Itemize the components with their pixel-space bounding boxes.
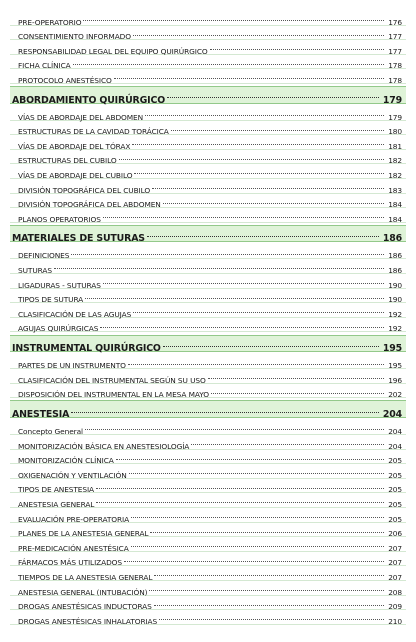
dot-leader — [210, 384, 386, 398]
page-number: 205 — [388, 485, 402, 495]
toc-entry[interactable] — [10, 523, 406, 538]
entry-title: AGUJAS QUIRÚRGICAS — [18, 324, 99, 334]
dot-leader — [151, 179, 386, 193]
page-number: 204 — [382, 408, 402, 420]
toc-entry[interactable] — [10, 508, 406, 523]
toc-entry[interactable] — [10, 493, 406, 508]
page-number: 184 — [388, 214, 402, 224]
entry-title: LIGADURAS - SUTURAS — [18, 280, 101, 290]
entry-title: DROGAS ANESTÉSICAS INDUCTORAS — [18, 602, 152, 612]
toc-entry[interactable] — [10, 121, 406, 136]
entry-title: EVALUACIÓN PRE-OPERATORIA — [18, 514, 130, 524]
toc-entry[interactable] — [10, 318, 406, 333]
toc-entry[interactable] — [10, 464, 406, 479]
dot-leader — [131, 135, 386, 149]
toc-entry[interactable] — [10, 26, 406, 41]
dot-leader — [70, 245, 386, 259]
page-number: 186 — [388, 251, 402, 261]
table-of-contents — [10, 11, 406, 625]
entry-title: TIPOS DE ANESTESIA — [18, 485, 94, 495]
toc-section-heading[interactable] — [10, 225, 406, 243]
page-number: 182 — [388, 171, 402, 181]
toc-entry[interactable] — [10, 289, 406, 304]
entry-title: MONITORIZACIÓN CLÍNICA — [18, 456, 114, 466]
entry-title: SUTURAS — [18, 266, 52, 276]
dot-leader — [207, 369, 386, 383]
page-number: 182 — [388, 156, 402, 166]
dot-leader — [170, 121, 386, 135]
toc-entry[interactable] — [10, 55, 406, 70]
entry-title: ESTRUCTURAS DE LA CAVIDAD TORÁCICA — [18, 127, 169, 137]
section-title: ABORDAMIENTO QUIRÚRGICO — [12, 94, 166, 106]
page-number: 190 — [388, 280, 402, 290]
dot-leader — [72, 55, 387, 69]
toc-entry[interactable] — [10, 274, 406, 289]
page-number: 210 — [388, 616, 402, 626]
toc-entry[interactable] — [10, 245, 406, 260]
page-number: 202 — [388, 390, 402, 400]
entry-title: OXIGENACIÓN Y VENTILACIÓN — [18, 470, 127, 480]
entry-title: CONSENTIMIENTO INFORMADO — [18, 32, 131, 42]
entry-title: MONITORIZACIÓN BÁSICA EN ANESTESIOLOGÍA — [18, 441, 190, 451]
dot-leader — [99, 318, 386, 332]
page-number: 183 — [388, 185, 402, 195]
dot-leader — [130, 508, 386, 522]
dot-leader — [95, 493, 386, 507]
dot-leader — [84, 289, 386, 303]
toc-entry[interactable] — [10, 581, 406, 596]
dot-leader — [133, 164, 386, 178]
toc-entry[interactable] — [10, 384, 406, 399]
dot-leader — [53, 259, 386, 273]
dot-leader — [162, 336, 381, 352]
page-number: 205 — [388, 470, 402, 480]
toc-entry[interactable] — [10, 259, 406, 274]
toc-entry[interactable] — [10, 610, 406, 625]
page-number: 186 — [388, 266, 402, 276]
dot-leader — [123, 552, 386, 566]
page-number: 192 — [388, 309, 402, 319]
page-number: 205 — [388, 499, 402, 509]
page-number: 196 — [388, 375, 402, 385]
page-number: 192 — [388, 324, 402, 334]
page-number: 208 — [388, 587, 402, 597]
page-number: 180 — [388, 127, 402, 137]
dot-leader — [148, 581, 386, 595]
entry-title: DISPOSICIÓN DEL INSTRUMENTAL EN LA MESA MAYO — [18, 390, 209, 400]
section-title: MATERIALES DE SUTURAS — [12, 233, 145, 245]
page-number: 207 — [388, 558, 402, 568]
toc-entry[interactable] — [10, 420, 406, 435]
entry-title: FICHA CLÍNICA — [18, 61, 71, 71]
toc-entry[interactable] — [10, 537, 406, 552]
entry-title: CLASIFICACIÓN DE LAS AGUJAS — [18, 309, 132, 319]
dot-leader — [153, 566, 386, 580]
page-number: 179 — [382, 94, 402, 106]
dot-leader — [84, 420, 386, 434]
dot-leader — [132, 26, 386, 40]
entry-title: DIVISIÓN TOPOGRÁFICA DEL ABDOMEN — [18, 200, 161, 210]
toc-entry[interactable] — [10, 596, 406, 611]
entry-title: TIPOS DE SUTURA — [18, 295, 84, 305]
dot-leader — [144, 106, 386, 120]
entry-title: DEFINICIONES — [18, 251, 70, 261]
section-title: INSTRUMENTAL QUIRÚRGICO — [12, 343, 161, 355]
toc-section-heading[interactable] — [10, 86, 406, 104]
dot-leader — [190, 435, 386, 449]
dot-leader — [95, 479, 386, 493]
page-number: 186 — [382, 233, 402, 245]
toc-entry[interactable] — [10, 164, 406, 179]
page-number: 205 — [388, 456, 402, 466]
page-number: 179 — [388, 112, 402, 122]
page-number: 204 — [388, 426, 402, 436]
page-number: 206 — [388, 529, 402, 539]
dot-leader — [115, 450, 386, 464]
dot-leader — [158, 610, 386, 624]
dot-leader — [82, 11, 386, 25]
entry-title: PLANOS OPERATORIOS — [18, 214, 101, 224]
dot-leader — [102, 208, 386, 222]
entry-title: FÁRMACOS MÁS UTILIZADOS — [18, 558, 122, 568]
entry-title: PLANES DE LA ANESTESIA GENERAL — [18, 529, 149, 539]
dot-leader — [149, 523, 386, 537]
page-number: 190 — [388, 295, 402, 305]
toc-entry[interactable] — [10, 40, 406, 55]
dot-leader — [162, 194, 386, 208]
entry-title: TIEMPOS DE LA ANESTESIA GENERAL — [18, 572, 153, 582]
dot-leader — [209, 40, 387, 54]
entry-title: ANESTESIA GENERAL — [18, 499, 95, 509]
dot-leader — [146, 226, 381, 242]
toc-entry[interactable] — [10, 435, 406, 450]
page-number: 204 — [388, 441, 402, 451]
toc-entry[interactable] — [10, 369, 406, 384]
toc-entry[interactable] — [10, 208, 406, 223]
toc-section-heading[interactable] — [10, 400, 406, 418]
dot-leader — [102, 274, 386, 288]
toc-entry[interactable] — [10, 355, 406, 370]
toc-entry[interactable] — [10, 479, 406, 494]
page-number: 205 — [388, 514, 402, 524]
toc-entry[interactable] — [10, 106, 406, 121]
page-number: 184 — [388, 200, 402, 210]
entry-title: PRE-OPERATORIO — [18, 17, 82, 27]
entry-title: ANESTESIA GENERAL (INTUBACIÓN) — [18, 587, 148, 597]
dot-leader — [118, 150, 387, 164]
toc-entry[interactable] — [10, 566, 406, 581]
toc-entry[interactable] — [10, 150, 406, 165]
page-number: 209 — [388, 602, 402, 612]
toc-entry[interactable] — [10, 194, 406, 209]
page-number: 177 — [388, 46, 402, 56]
entry-title: RESPONSABILIDAD LEGAL DEL EQUIPO QUIRÚRGICO — [18, 46, 208, 56]
toc-entry[interactable] — [10, 11, 406, 26]
dot-leader — [130, 537, 387, 551]
entry-title: PROTOCOLO ANESTÉSICO — [18, 75, 112, 85]
entry-title: VÍAS DE ABORDAJE DEL ABDOMEN — [18, 112, 144, 122]
entry-title: PRE-MEDICACIÓN ANESTÉSICA — [18, 543, 129, 553]
entry-title: VÍAS DE ABORDAJE DEL CUBILO — [18, 171, 133, 181]
page-number: 181 — [388, 141, 402, 151]
toc-section-heading[interactable] — [10, 335, 406, 353]
dot-leader — [127, 355, 386, 369]
entry-title: DROGAS ANESTÉSICAS INHALATORIAS — [18, 616, 158, 626]
page-number: 178 — [388, 61, 402, 71]
dot-leader — [128, 464, 387, 478]
entry-title: CLASIFICACIÓN DEL INSTRUMENTAL SEGÚN SU USO — [18, 375, 206, 385]
entry-title: VÍAS DE ABORDAJE DEL TÓRAX — [18, 141, 131, 151]
entry-title: DIVISIÓN TOPOGRÁFICA DEL CUBILO — [18, 185, 151, 195]
dot-leader — [132, 303, 386, 317]
entry-title: PARTES DE UN INSTRUMENTO — [18, 361, 126, 371]
toc-entry[interactable] — [10, 552, 406, 567]
toc-entry[interactable] — [10, 69, 406, 84]
entry-title: ESTRUCTURAS DEL CUBILO — [18, 156, 117, 166]
dot-leader — [113, 69, 386, 83]
page-number: 207 — [388, 572, 402, 582]
page-number: 195 — [382, 343, 402, 355]
toc-entry[interactable] — [10, 303, 406, 318]
entry-title: Concepto General — [18, 426, 83, 436]
dot-leader — [153, 596, 386, 610]
toc-entry[interactable] — [10, 179, 406, 194]
page-number: 178 — [388, 75, 402, 85]
page-number: 176 — [388, 17, 402, 27]
dot-leader — [70, 401, 381, 417]
section-title: ANESTESIA — [12, 408, 70, 420]
toc-entry[interactable] — [10, 135, 406, 150]
page-number: 177 — [388, 32, 402, 42]
dot-leader — [166, 87, 381, 103]
page-number: 195 — [388, 361, 402, 371]
page-number: 207 — [388, 543, 402, 553]
toc-entry[interactable] — [10, 450, 406, 465]
